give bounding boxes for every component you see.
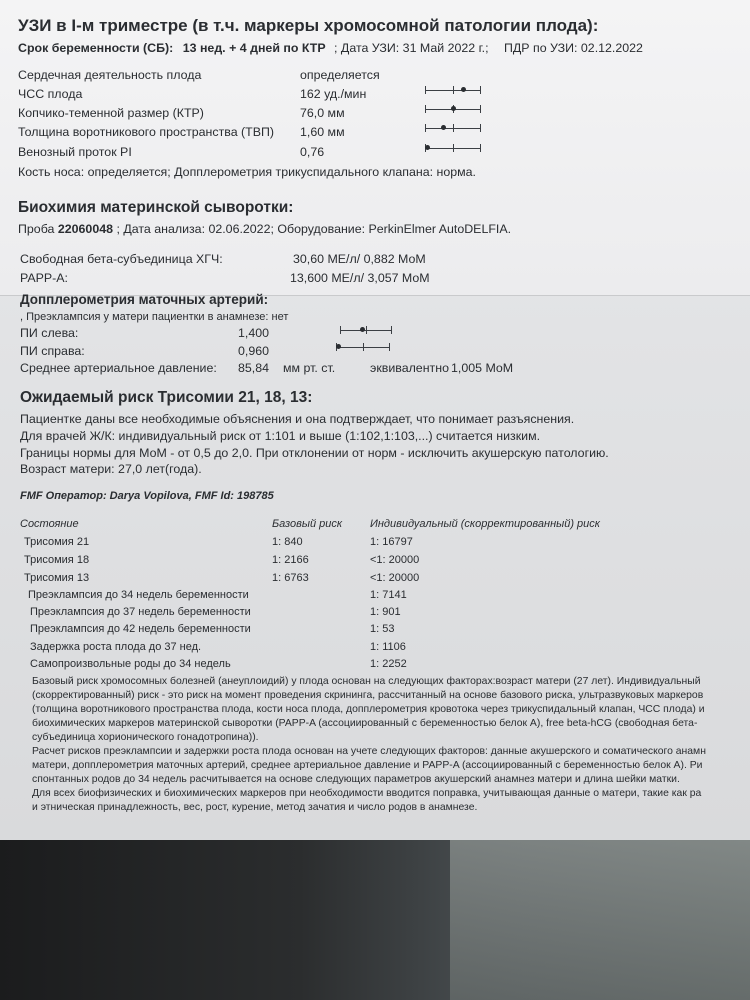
table-cell-individual: 1: 16797: [370, 536, 413, 548]
gestation-label: Срок беременности (СБ):: [18, 41, 174, 55]
us-note: Кость носа: определяется; Допплерометрия трикуспидального клапана: норма.: [18, 165, 476, 179]
footnote-line: биохимических маркеров материнской сыворотки (PAPP-A (ассоциированный с беременностью белок А), free beta-hCG (свободная бета-: [32, 718, 698, 729]
table-cell-condition: Трисомия 21: [24, 536, 90, 548]
us-value-nt: 1,60 мм: [300, 125, 345, 139]
gestation-line: [18, 41, 643, 56]
equiv-label: эквивалентно: [370, 361, 449, 375]
map-value: 85,84: [238, 361, 270, 375]
sample-id: 22060048: [57, 222, 113, 236]
biochem-title: Биохимия материнской сыворотки:: [18, 199, 294, 216]
footnote-line: Для всех биофизических и биохимических маркеров при необходимости вводится поправка, учитывающая данные о матери, такие как ра: [32, 788, 702, 799]
table-cell-base: 1: 6763: [272, 572, 309, 584]
pappa-value: 13,600 МЕ/л/ 3,057 МоМ: [290, 271, 430, 285]
pi-left-value: 1,400: [238, 326, 270, 340]
us-value-heart: определяется: [300, 68, 380, 82]
table-cell-condition: Преэклампсия до 34 недель беременности: [28, 589, 249, 601]
fhr-gauge: [425, 85, 481, 95]
bhcg-label: Свободная бета-субъединица ХГЧ:: [20, 252, 223, 266]
risk-line: Возраст матери: 27,0 лет(года).: [20, 462, 202, 476]
footnote-line: Расчет рисков преэклампсии и задержки роста плода основан на учете следующих факторов: данные акушерского и соматического анамн: [32, 746, 706, 757]
table-cell-condition: Трисомия 13: [24, 572, 90, 584]
footnote-line: (скорректированный) риск - это риск на момент проведения скрининга, рассчитанный на основе базового риска, ультразвуковых маркеров: [32, 690, 704, 701]
nt-gauge: [425, 123, 481, 133]
us-label-fhr: ЧСС плода: [18, 87, 83, 101]
pi-right-value: 0,960: [238, 344, 270, 358]
table-cell-individual: <1: 20000: [370, 554, 420, 566]
table-cell-condition: Задержка роста плода до 37 нед.: [30, 641, 202, 653]
table-cell-condition: Самопроизвольные роды до 34 недель: [30, 658, 231, 670]
table-cell-condition: Трисомия 18: [24, 554, 90, 566]
pappa-label: PAPP-A:: [20, 271, 68, 285]
dv-gauge: [425, 143, 481, 153]
footnote-line: Базовый риск хромосомных болезней (анеуплоидий) у плода основан на следующих факторах:возраст матери (27 лет). Индивидуальный: [32, 676, 701, 687]
us-value-fhr: 162 уд./мин: [300, 87, 367, 101]
us-label-nt: Толщина воротникового пространства (ТВП): [18, 125, 275, 139]
table-cell-condition: Преэклампсия до 42 недель беременности: [30, 623, 251, 635]
pi-right-label: ПИ справа:: [20, 344, 85, 358]
table-cell-individual: 1: 7141: [370, 589, 407, 601]
pi-left-gauge: [340, 325, 392, 335]
us-label-crl: Копчико-теменной размер (КТР): [18, 106, 204, 120]
gestation-value: 13 нед. + 4 дней по КТР: [182, 41, 326, 55]
ultrasound-title: УЗИ в I-м триместре (в т.ч. маркеры хромосомной патологии плода):: [18, 16, 599, 35]
bhcg-value: 30,60 МЕ/л/ 0,882 МоМ: [293, 252, 426, 266]
table-cell-condition: Преэклампсия до 37 недель беременности: [30, 606, 251, 618]
pi-left-label: ПИ слева:: [20, 326, 79, 340]
crl-gauge: [425, 104, 481, 114]
preeclampsia-history: , Преэклампсия у матери пациентки в анамнезе: нет: [20, 311, 289, 323]
table-header-individual: Индивидуальный (скорректированный) риск: [370, 518, 600, 530]
map-label: Среднее артериальное давление:: [20, 361, 217, 375]
footnote-line: субъединица хорионического гонадотропина)).: [32, 732, 259, 743]
equiv-value: 1,005 МоМ: [451, 361, 514, 375]
risk-line: Пациентке даны все необходимые объяснения и она подтверждает, что понимает разъяснения.: [20, 412, 575, 426]
sample-line: [18, 222, 511, 237]
scan-date: ; Дата УЗИ: 31 Май 2022 г.;: [334, 41, 489, 55]
sample-label: Проба: [18, 222, 55, 236]
operator-line: FMF Оператор: Darya Vopilova, FMF Id: 198785: [20, 490, 274, 502]
table-cell-individual: 1: 901: [370, 606, 401, 618]
table-cell-individual: 1: 53: [370, 623, 395, 635]
us-value-dv: 0,76: [300, 145, 325, 159]
table-cell-base: 1: 840: [272, 536, 303, 548]
us-label-dv: Венозный проток PI: [18, 145, 132, 159]
risk-line: Для врачей Ж/К: индивидуальный риск от 1:101 и выше (1:102,1:103,...) считается низким.: [20, 429, 541, 443]
sample-rest: ; Дата анализа: 02.06.2022; Оборудование: PerkinElmer AutoDELFIA.: [116, 222, 512, 236]
table-cell-individual: 1: 1106: [370, 641, 406, 653]
us-label-heart: Сердечная деятельность плода: [18, 68, 202, 82]
footnote-line: матери, допплерометрия маточных артерий, среднее артериальное давление и PAPP-A (ассоциированный с беременностью белок А). Ри: [32, 760, 703, 771]
footnote-line: (толщина воротникового пространства плода, кости носа плода, допплерометрия кровотока через трикуспидальный клапан, ЧСС плода) и: [32, 704, 705, 715]
doppler-title: Допплерометрия маточных артерий:: [20, 292, 269, 307]
risk-title: Ожидаемый риск Трисомии 21, 18, 13:: [20, 389, 313, 406]
footnote-line: и этническая принадлежность, вес, рост, курение, метод зачатия и число родов в анамнезе.: [32, 802, 478, 813]
table-header-condition: Состояние: [20, 518, 79, 530]
table-cell-individual: 1: 2252: [370, 658, 407, 670]
table-cell-base: 1: 2166: [272, 554, 309, 566]
risk-line: Границы нормы для МоМ - от 0,5 до 2,0. При отклонении от норм - исключить акушерскую патологию.: [20, 446, 609, 460]
due-date: ПДР по УЗИ: 02.12.2022: [503, 41, 643, 55]
pi-right-gauge: [336, 342, 390, 352]
map-unit: мм рт. ст.: [283, 361, 336, 375]
table-header-base: Базовый риск: [272, 518, 343, 530]
background-cloth: [450, 820, 750, 1000]
footnote-line: спонтанных родов до 34 недель расчитывается на основе следующих параметров акушерский анамнез матери и длина шейки матки.: [32, 774, 680, 785]
table-cell-individual: <1: 20000: [370, 572, 420, 584]
us-value-crl: 76,0 мм: [300, 106, 345, 120]
